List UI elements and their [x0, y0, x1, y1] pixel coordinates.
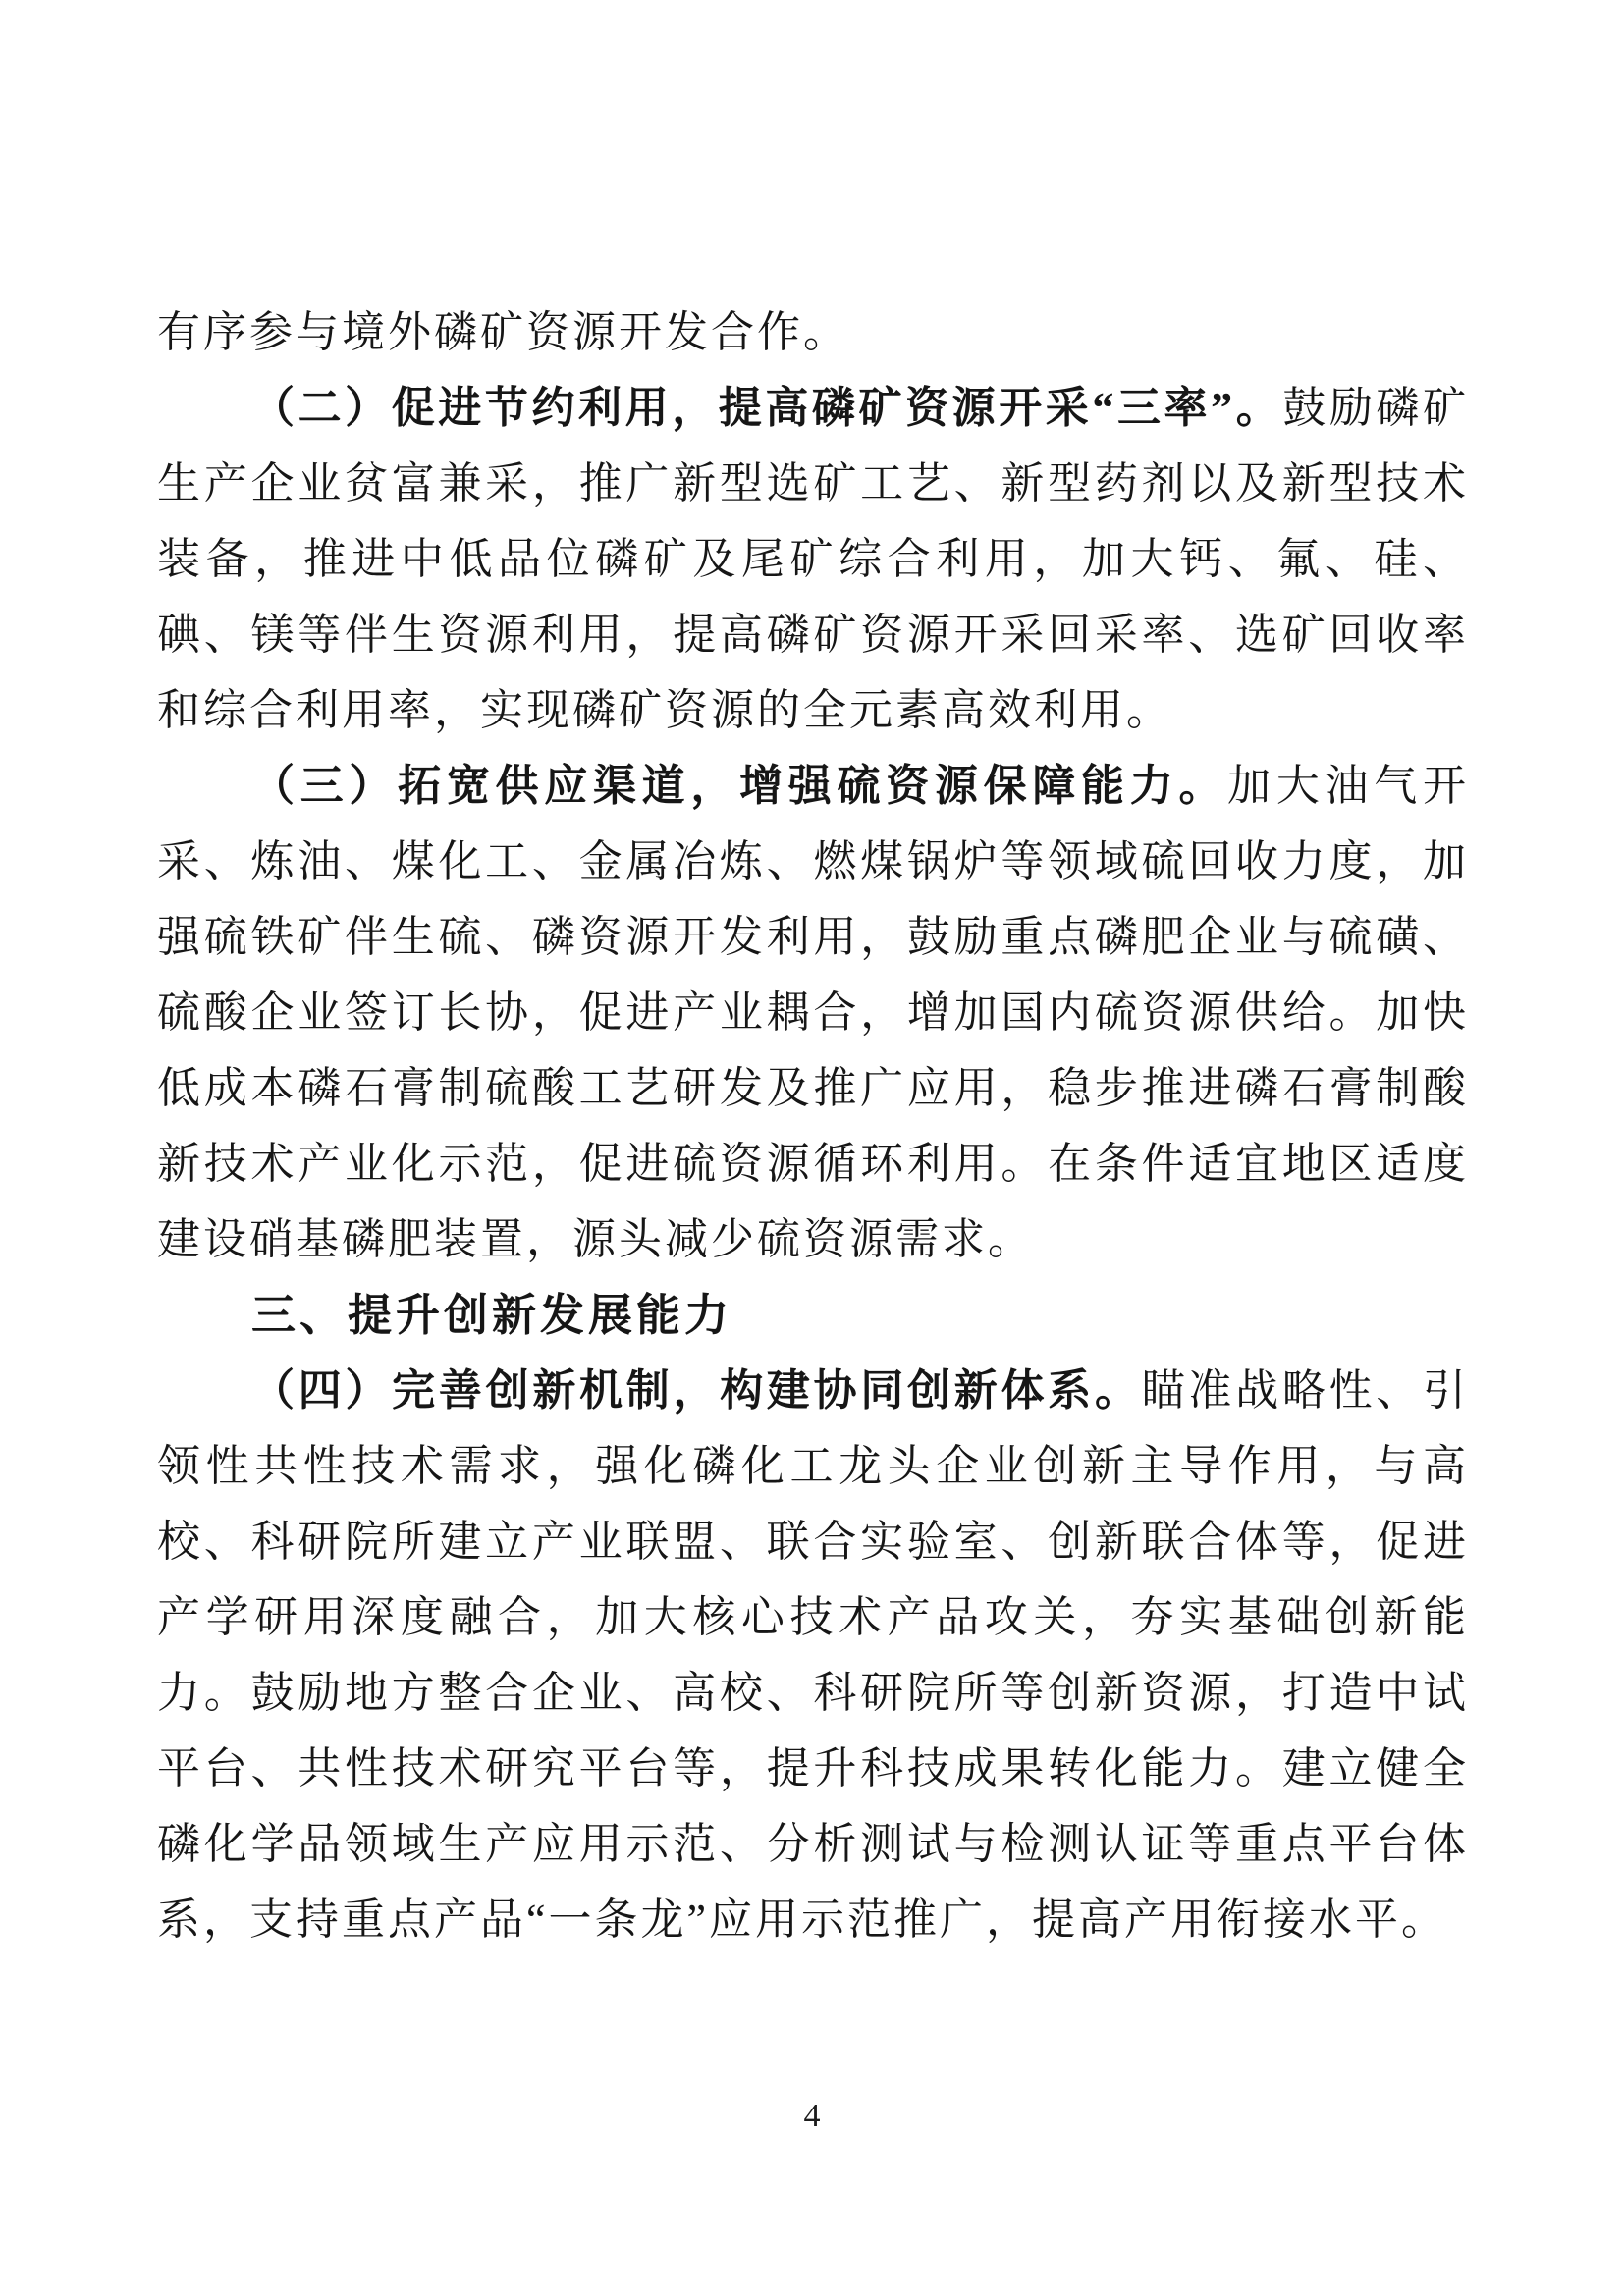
section-2-paragraph	[157, 370, 1469, 748]
chapter-3-heading: 三、提升创新发展能力	[251, 1290, 733, 1340]
page-number: 4	[803, 2098, 821, 2134]
section-2-lead: （二）促进节约利用，提高磷矿资源开采“三率”。	[251, 384, 1283, 432]
continuation-paragraph	[157, 294, 1469, 370]
section-3-body: 加大油气开采、炼油、煤化工、金属冶炼、燃煤锅炉等领域硫回收力度，加强硫铁矿伴生硫、磷资源开发利用，鼓励重点磷肥企业与硫磺、硫酸企业签订长协，促进产业耦合，增加国内硫资源供给。加快低成本磷石膏制硫酸工艺研发及推广应用，稳步推进磷石膏制酸新技术产业化示范，促进硫资源循环利用。在条件适宜地区适度建设硝基磷肥装置，源头减少硫资源需求。	[157, 762, 1470, 1263]
paragraph-text: 有序参与境外磷矿资源开发合作。	[157, 308, 849, 356]
section-3-paragraph	[157, 748, 1469, 1277]
section-2-body: 鼓励磷矿生产企业贫富兼采，推广新型选矿工艺、新型药剂以及新型技术装备，推进中低品位磷矿及尾矿综合利用，加大钙、氟、硅、碘、镁等伴生资源利用，提高磷矿资源开采回采率、选矿回收率和综合利用率，实现磷矿资源的全元素高效利用。	[157, 384, 1470, 734]
section-3-lead: （三）拓宽供应渠道，增强硫资源保障能力。	[251, 762, 1228, 810]
document-body	[157, 294, 1469, 1957]
section-4-lead: （四）完善创新机制，构建协同创新体系。	[251, 1366, 1142, 1415]
section-4-body: 瞄准战略性、引领性共性技术需求，强化磷化工龙头企业创新主导作用，与高校、科研院所建立产业联盟、联合实验室、创新联合体等，促进产学研用深度融合，加大核心技术产品攻关，夯实基础创新能力。鼓励地方整合企业、高校、科研院所等创新资源，打造中试平台、共性技术研究平台等，提升科技成果转化能力。建立健全磷化学品领域生产应用示范、分析测试与检测认证等重点平台体系，支持重点产品“一条龙”应用示范推广，提高产用衔接水平。	[157, 1366, 1470, 1944]
section-4-paragraph	[157, 1353, 1469, 1957]
